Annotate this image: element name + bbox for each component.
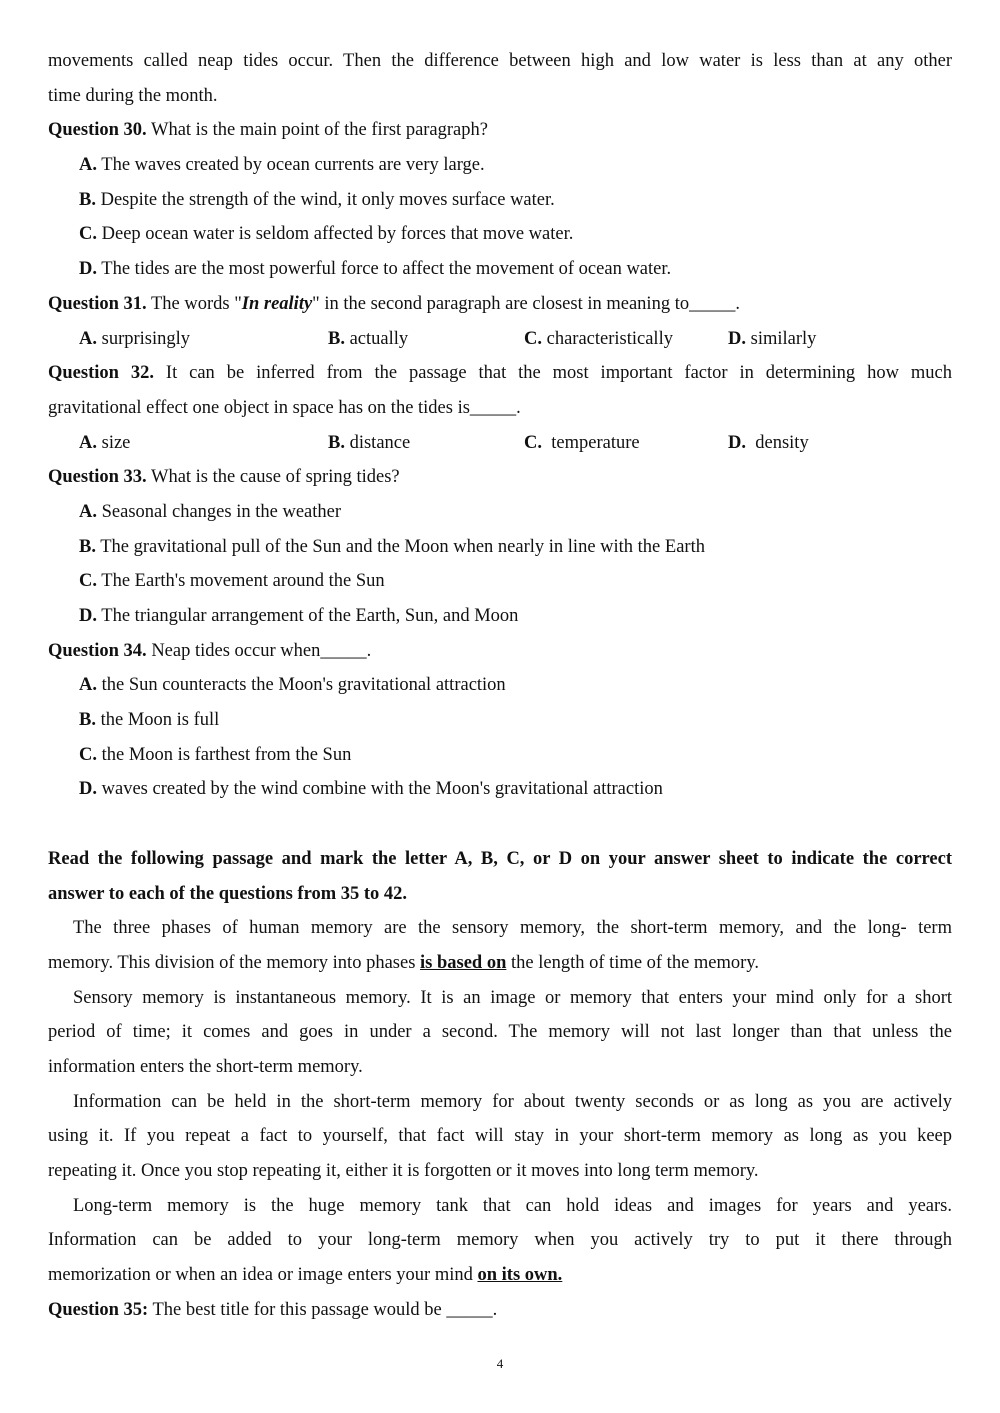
options-row	[48, 426, 952, 461]
spacer	[48, 807, 952, 842]
passage-line: Long-term memory is the huge memory tank that can hold ideas and images for years and years.	[73, 1195, 952, 1216]
option-text: The tides are the most powerful force to affect the movement of ocean water.	[97, 259, 672, 280]
underlined-phrase: on its own.	[477, 1265, 563, 1286]
option-letter: B.	[79, 710, 96, 731]
option-c	[524, 322, 673, 357]
question-35	[48, 1293, 952, 1328]
option-text: density	[746, 432, 809, 453]
option-text: the Moon is farthest from the Sun	[97, 744, 352, 765]
option-text: Deep ocean water is seldom affected by forces that move water.	[97, 224, 574, 245]
option-b	[48, 183, 952, 218]
question-label: Question 35:	[48, 1299, 149, 1320]
passage-line	[48, 946, 952, 981]
option-b	[328, 426, 410, 461]
question-text: What is the cause of spring tides?	[146, 467, 400, 488]
option-d	[48, 252, 952, 287]
passage-line: time during the month.	[48, 85, 218, 106]
passage-line: Sensory memory is instantaneous memory. It is an image or memory that enters your mind only for a short	[73, 987, 952, 1008]
option-text: Seasonal changes in the weather	[97, 501, 342, 522]
option-text: Despite the strength of the wind, it only moves surface water.	[95, 189, 555, 210]
passage-line: using it. If you repeat a fact to yourself, that fact will stay in your short-term memory as long as you keep	[48, 1126, 952, 1147]
option-letter: B.	[79, 536, 96, 557]
option-letter: A.	[79, 675, 97, 696]
option-text: The Earth's movement around the Sun	[97, 571, 385, 592]
option-letter: C.	[524, 432, 542, 453]
option-a	[79, 426, 130, 461]
passage-line	[48, 1258, 952, 1293]
question-label: Question 33.	[48, 467, 147, 488]
option-letter: D.	[79, 779, 97, 800]
option-letter: A.	[79, 501, 97, 522]
option-text: The waves created by ocean currents are very large.	[97, 155, 485, 176]
question-text: " in the second paragraph are closest in meaning to_____.	[312, 293, 740, 314]
question-30	[48, 113, 952, 148]
option-text: temperature	[542, 432, 640, 453]
option-text: characteristically	[542, 328, 673, 349]
question-text: Neap tides occur when_____.	[146, 640, 372, 661]
instruction-line: Read the following passage and mark the letter A, B, C, or D on your answer sheet to indicate the correct	[48, 848, 952, 869]
question-text: The words "	[146, 293, 242, 314]
underlined-phrase: is based on	[420, 952, 507, 973]
passage-text: memory. This division of the memory into phases	[48, 952, 421, 973]
option-text: the Moon is full	[95, 710, 220, 731]
option-letter: C.	[79, 571, 97, 592]
option-letter: C.	[79, 744, 97, 765]
option-d	[728, 426, 809, 461]
option-d	[48, 772, 952, 807]
question-31	[48, 287, 952, 322]
emphasized-phrase: In reality	[241, 293, 313, 314]
option-letter: D.	[728, 432, 746, 453]
question-text: gravitational effect one object in space has on the tides is_____.	[48, 397, 521, 418]
option-a	[48, 495, 952, 530]
passage-line: Information can be held in the short-term memory for about twenty seconds or as long as you are actively	[73, 1091, 952, 1112]
passage-line: information enters the short-term memory.	[48, 1056, 363, 1077]
option-text: The gravitational pull of the Sun and the Moon when nearly in line with the Earth	[95, 536, 705, 557]
document-page	[48, 44, 952, 1327]
option-letter: B.	[328, 432, 345, 453]
option-b	[48, 530, 952, 565]
option-text: actually	[344, 328, 409, 349]
option-b	[48, 703, 952, 738]
option-a	[79, 322, 190, 357]
option-a	[48, 668, 952, 703]
option-text: the Sun counteracts the Moon's gravitational attraction	[97, 675, 506, 696]
option-letter: B.	[79, 189, 96, 210]
option-a	[48, 148, 952, 183]
option-letter: C.	[524, 328, 542, 349]
options-row	[48, 322, 952, 357]
option-text: surprisingly	[97, 328, 191, 349]
option-letter: B.	[328, 328, 345, 349]
passage-line: The three phases of human memory are the sensory memory, the short-term memory, and the long- term	[73, 918, 952, 939]
question-label: Question 32.	[48, 363, 154, 384]
instruction-line: answer to each of the questions from 35 to 42.	[48, 883, 408, 904]
option-letter: D.	[79, 259, 97, 280]
option-c	[48, 217, 952, 252]
option-letter: D.	[79, 606, 97, 626]
question-text: The best title for this passage would be _____.	[148, 1299, 498, 1320]
option-letter: C.	[79, 224, 97, 245]
question-33	[48, 460, 952, 495]
option-text: waves created by the wind combine with the Moon's gravitational attraction	[97, 779, 663, 800]
passage-line: period of time; it comes and goes in under a second. The memory will not last longer than that unless the	[48, 1022, 952, 1043]
question-text: It can be inferred from the passage that the most important factor in determining how much	[153, 363, 952, 384]
question-label: Question 34.	[48, 640, 147, 661]
passage-line: repeating it. Once you stop repeating it, either it is forgotten or it moves into long term memory.	[48, 1161, 759, 1181]
passage-text: memorization or when an idea or image enters your mind	[48, 1265, 478, 1286]
passage-line: movements called neap tides occur. Then the difference between high and low water is less than at any other	[48, 51, 952, 71]
option-letter: A.	[79, 328, 97, 349]
question-32	[48, 356, 952, 391]
option-c	[524, 426, 640, 461]
option-b	[328, 322, 408, 357]
option-c	[48, 564, 952, 599]
option-text: The triangular arrangement of the Earth, Sun, and Moon	[97, 606, 519, 626]
question-34	[48, 634, 952, 669]
question-text: What is the main point of the first paragraph?	[146, 120, 488, 141]
passage-line: Information can be added to your long-term memory when you actively try to put it there through	[48, 1230, 952, 1251]
option-text: distance	[344, 432, 411, 453]
option-d	[728, 322, 816, 357]
question-label: Question 30.	[48, 120, 147, 141]
page-number: 4	[496, 1356, 504, 1371]
option-letter: D.	[728, 328, 746, 349]
passage-text: the length of time of the memory.	[506, 952, 759, 973]
option-d	[48, 599, 952, 634]
option-letter: A.	[79, 432, 97, 453]
question-label: Question 31.	[48, 293, 147, 314]
option-c	[48, 738, 952, 773]
option-text: size	[97, 432, 131, 453]
option-letter: A.	[79, 155, 97, 176]
option-text: similarly	[746, 328, 817, 349]
